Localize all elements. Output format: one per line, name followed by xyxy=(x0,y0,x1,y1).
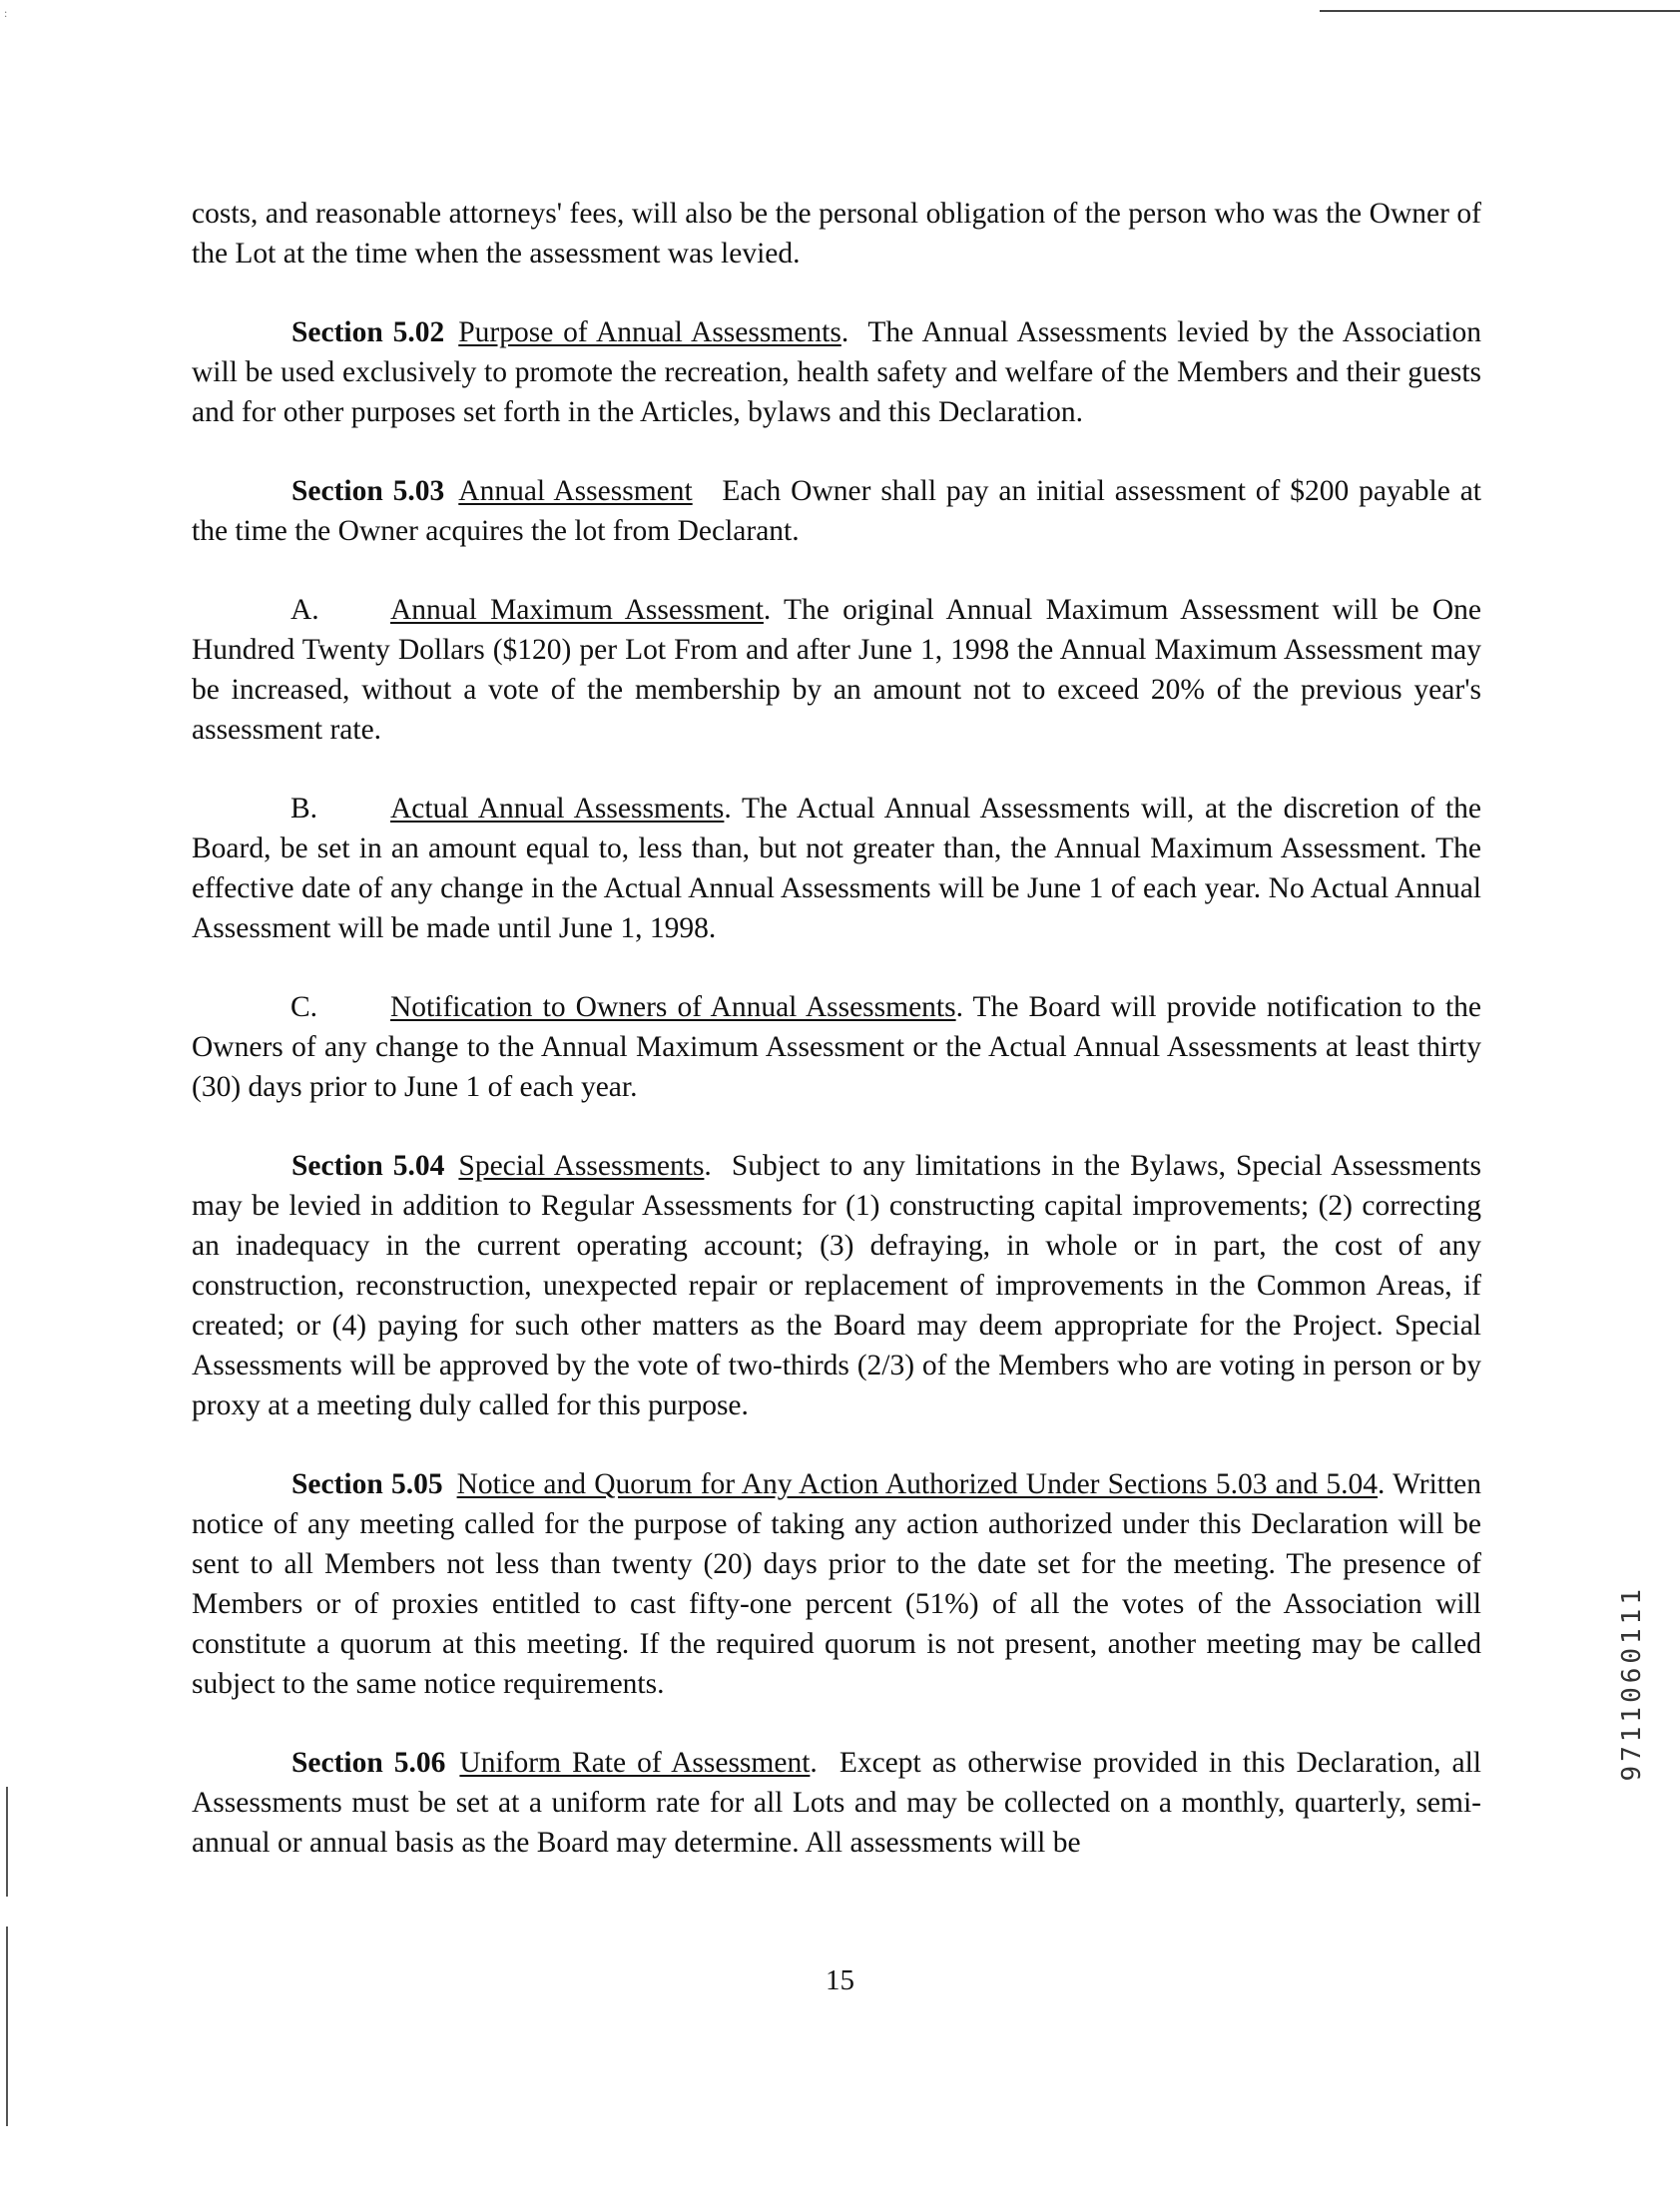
section-title: Purpose of Annual Assessments xyxy=(458,316,841,348)
document-body xyxy=(192,194,1481,1902)
subsection-title: Annual Maximum Assessment xyxy=(390,594,764,626)
section-label: Section 5.06 xyxy=(291,1747,446,1779)
section-5-06: Section 5.06 Uniform Rate of Assessment. Except as otherwise provided in this Declaration, all Assessments must be set at a uniform rate for all Lots and may be collected on a monthly, quarterly, semi-annual or annual basis as the Board may determine. All assessments will be xyxy=(192,1747,1482,1859)
subsection-b: B. Actual Annual Assessments. The Actual Annual Assessments will, at the discretion of the Board, be set in an amount equal to, less than, but not greater than, the Annual Maximum Assessment. The effective date of any change in the Actual Annual Assessments will be June 1 of each year. No Actual Annual Assessment will be made until June 1, 1998. xyxy=(192,789,1481,948)
section-label: Section 5.05 xyxy=(291,1468,443,1500)
section-title: Annual Assessment xyxy=(458,475,693,507)
left-scan-bar xyxy=(6,1927,8,2126)
section-text: Except as otherwise provided in this Declaration, all Assessments must be set at a uniform rate for all Lots and may be collected on a monthly, quarterly, semi-annual or annual basis as the Board may determine. All assessments will be xyxy=(192,1747,1482,1859)
left-scan-bar xyxy=(6,1787,8,1897)
section-5-05: Section 5.05 Notice and Quorum for Any Action Authorized Under Sections 5.03 and 5.04. Written notice of any meeting called for the purpose of taking any action authorized under this Declaration will be sent to all Members not less than twenty (20) days prior to the date set for the meeting. The presence of Members or of proxies entitled to cast fifty-one percent (51%) of all the votes of the Association will constitute a quorum at this meeting. If the required quorum is not present, another meeting may be called subject to the same notice requirements. xyxy=(192,1468,1481,1700)
section-text: Each Owner shall pay an initial assessment of $200 payable at the time the Owner acquires the lot from Declarant. xyxy=(192,475,1481,547)
intro-paragraph: costs, and reasonable attorneys' fees, will also be the personal obligation of the person who was the Owner of the Lot at the time when the assessment was levied. xyxy=(192,198,1481,270)
page-number: 15 xyxy=(826,1964,854,1996)
section-5-02: Section 5.02 Purpose of Annual Assessments. The Annual Assessments levied by the Association will be used exclusively to promote the recreation, health safety and welfare of the Members and their guests and for other purposes set forth in the Articles, bylaws and this Declaration. xyxy=(192,316,1481,428)
subsection-text: The Board will provide notification to the Owners of any change to the Annual Maximum Assessment or the Actual Annual Assessments at least thirty (30) days prior to June 1 of each year. xyxy=(192,991,1481,1103)
section-title: Uniform Rate of Assessment xyxy=(459,1747,811,1779)
section-label: Section 5.03 xyxy=(291,475,445,507)
section-5-03 xyxy=(192,471,1481,551)
section-5-04: Section 5.04 Special Assessments. Subject to any limitations in the Bylaws, Special Assessments may be levied in addition to Regular Assessments for (1) constructing capital improvements; (2) correcting an inadequacy in the current operating account; (3) defraying, in whole or in part, the cost of any construction, reconstruction, unexpected repair or replacement of improvements in the Common Areas, if created; or (4) paying for such other matters as the Board may deem appropriate for the Project. Special Assessments will be approved by the vote of two-thirds (2/3) of the Members who are voting in person or by proxy at a meeting duly called for this purpose. xyxy=(192,1150,1481,1421)
section-title: Special Assessments xyxy=(458,1150,705,1182)
scan-speck: : xyxy=(4,6,8,20)
section-text: Written notice of any meeting called for the purpose of taking any action authorized under this Declaration will be sent to all Members not less than twenty (20) days prior to the date set for the meeting. The presence of Members or of proxies entitled to cast fifty-one percent (51%) of all the votes of the Association will constitute a quorum at this meeting. If the required quorum is not present, another meeting may be called subject to the same notice requirements. xyxy=(192,1468,1481,1700)
section-label: Section 5.04 xyxy=(291,1150,445,1182)
section-text: Subject to any limitations in the Bylaws, Special Assessments may be levied in addition to Regular Assessments for (1) constructing capital improvements; (2) correcting an inadequacy in the current operating account; (3) defraying, in whole or in part, the cost of any construction, reconstruction, unexpected repair or replacement of improvements in the Common Areas, if created; or (4) paying for such other matters as the Board may deem appropriate for the Project. Special Assessments will be approved by the vote of two-thirds (2/3) of the Members who are voting in person or by proxy at a meeting duly called for this purpose. xyxy=(192,1150,1481,1421)
top-scan-line xyxy=(1320,10,1680,12)
subsection-text: The original Annual Maximum Assessment will be One Hundred Twenty Dollars ($120) per Lot From and after June 1, 1998 the Annual Maximum Assessment may be increased, without a vote of the membership by an amount not to exceed 20% of the previous year's assessment rate. xyxy=(192,594,1482,746)
subsection-a: A. Annual Maximum Assessment. The original Annual Maximum Assessment will be One Hundred Twenty Dollars ($120) per Lot From and after June 1, 1998 the Annual Maximum Assessment may be increased, without a vote of the membership by an amount not to exceed 20% of the previous year's assessment rate. xyxy=(192,590,1481,750)
subsection-letter: C. xyxy=(290,991,318,1023)
subsection-c: C. Notification to Owners of Annual Assessments. The Board will provide notification to the Owners of any change to the Annual Maximum Assessment or the Actual Annual Assessments at least thirty (30) days prior to June 1 of each year. xyxy=(192,987,1481,1107)
subsection-letter: B. xyxy=(290,793,318,825)
section-label: Section 5.02 xyxy=(291,316,445,348)
subsection-title: Notification to Owners of Annual Assessments xyxy=(390,991,956,1023)
subsection-title: Actual Annual Assessments xyxy=(390,793,725,825)
subsection-text: The Actual Annual Assessments will, at the discretion of the Board, be set in an amount equal to, less than, but not greater than, the Annual Maximum Assessment. The effective date of any change in the Actual Annual Assessments will be June 1 of each year. No Actual Annual Assessment will be made until June 1, 1998. xyxy=(192,793,1482,944)
margin-stamp: 9711060111 xyxy=(1617,1585,1647,1782)
section-title: Notice and Quorum for Any Action Authorized Under Sections 5.03 and 5.04 xyxy=(456,1468,1379,1500)
subsection-letter: A. xyxy=(290,594,319,626)
section-text: The Annual Assessments levied by the Association will be used exclusively to promote the recreation, health safety and welfare of the Members and their guests and for other purposes set forth in the Articles, bylaws and this Declaration. xyxy=(192,316,1481,428)
